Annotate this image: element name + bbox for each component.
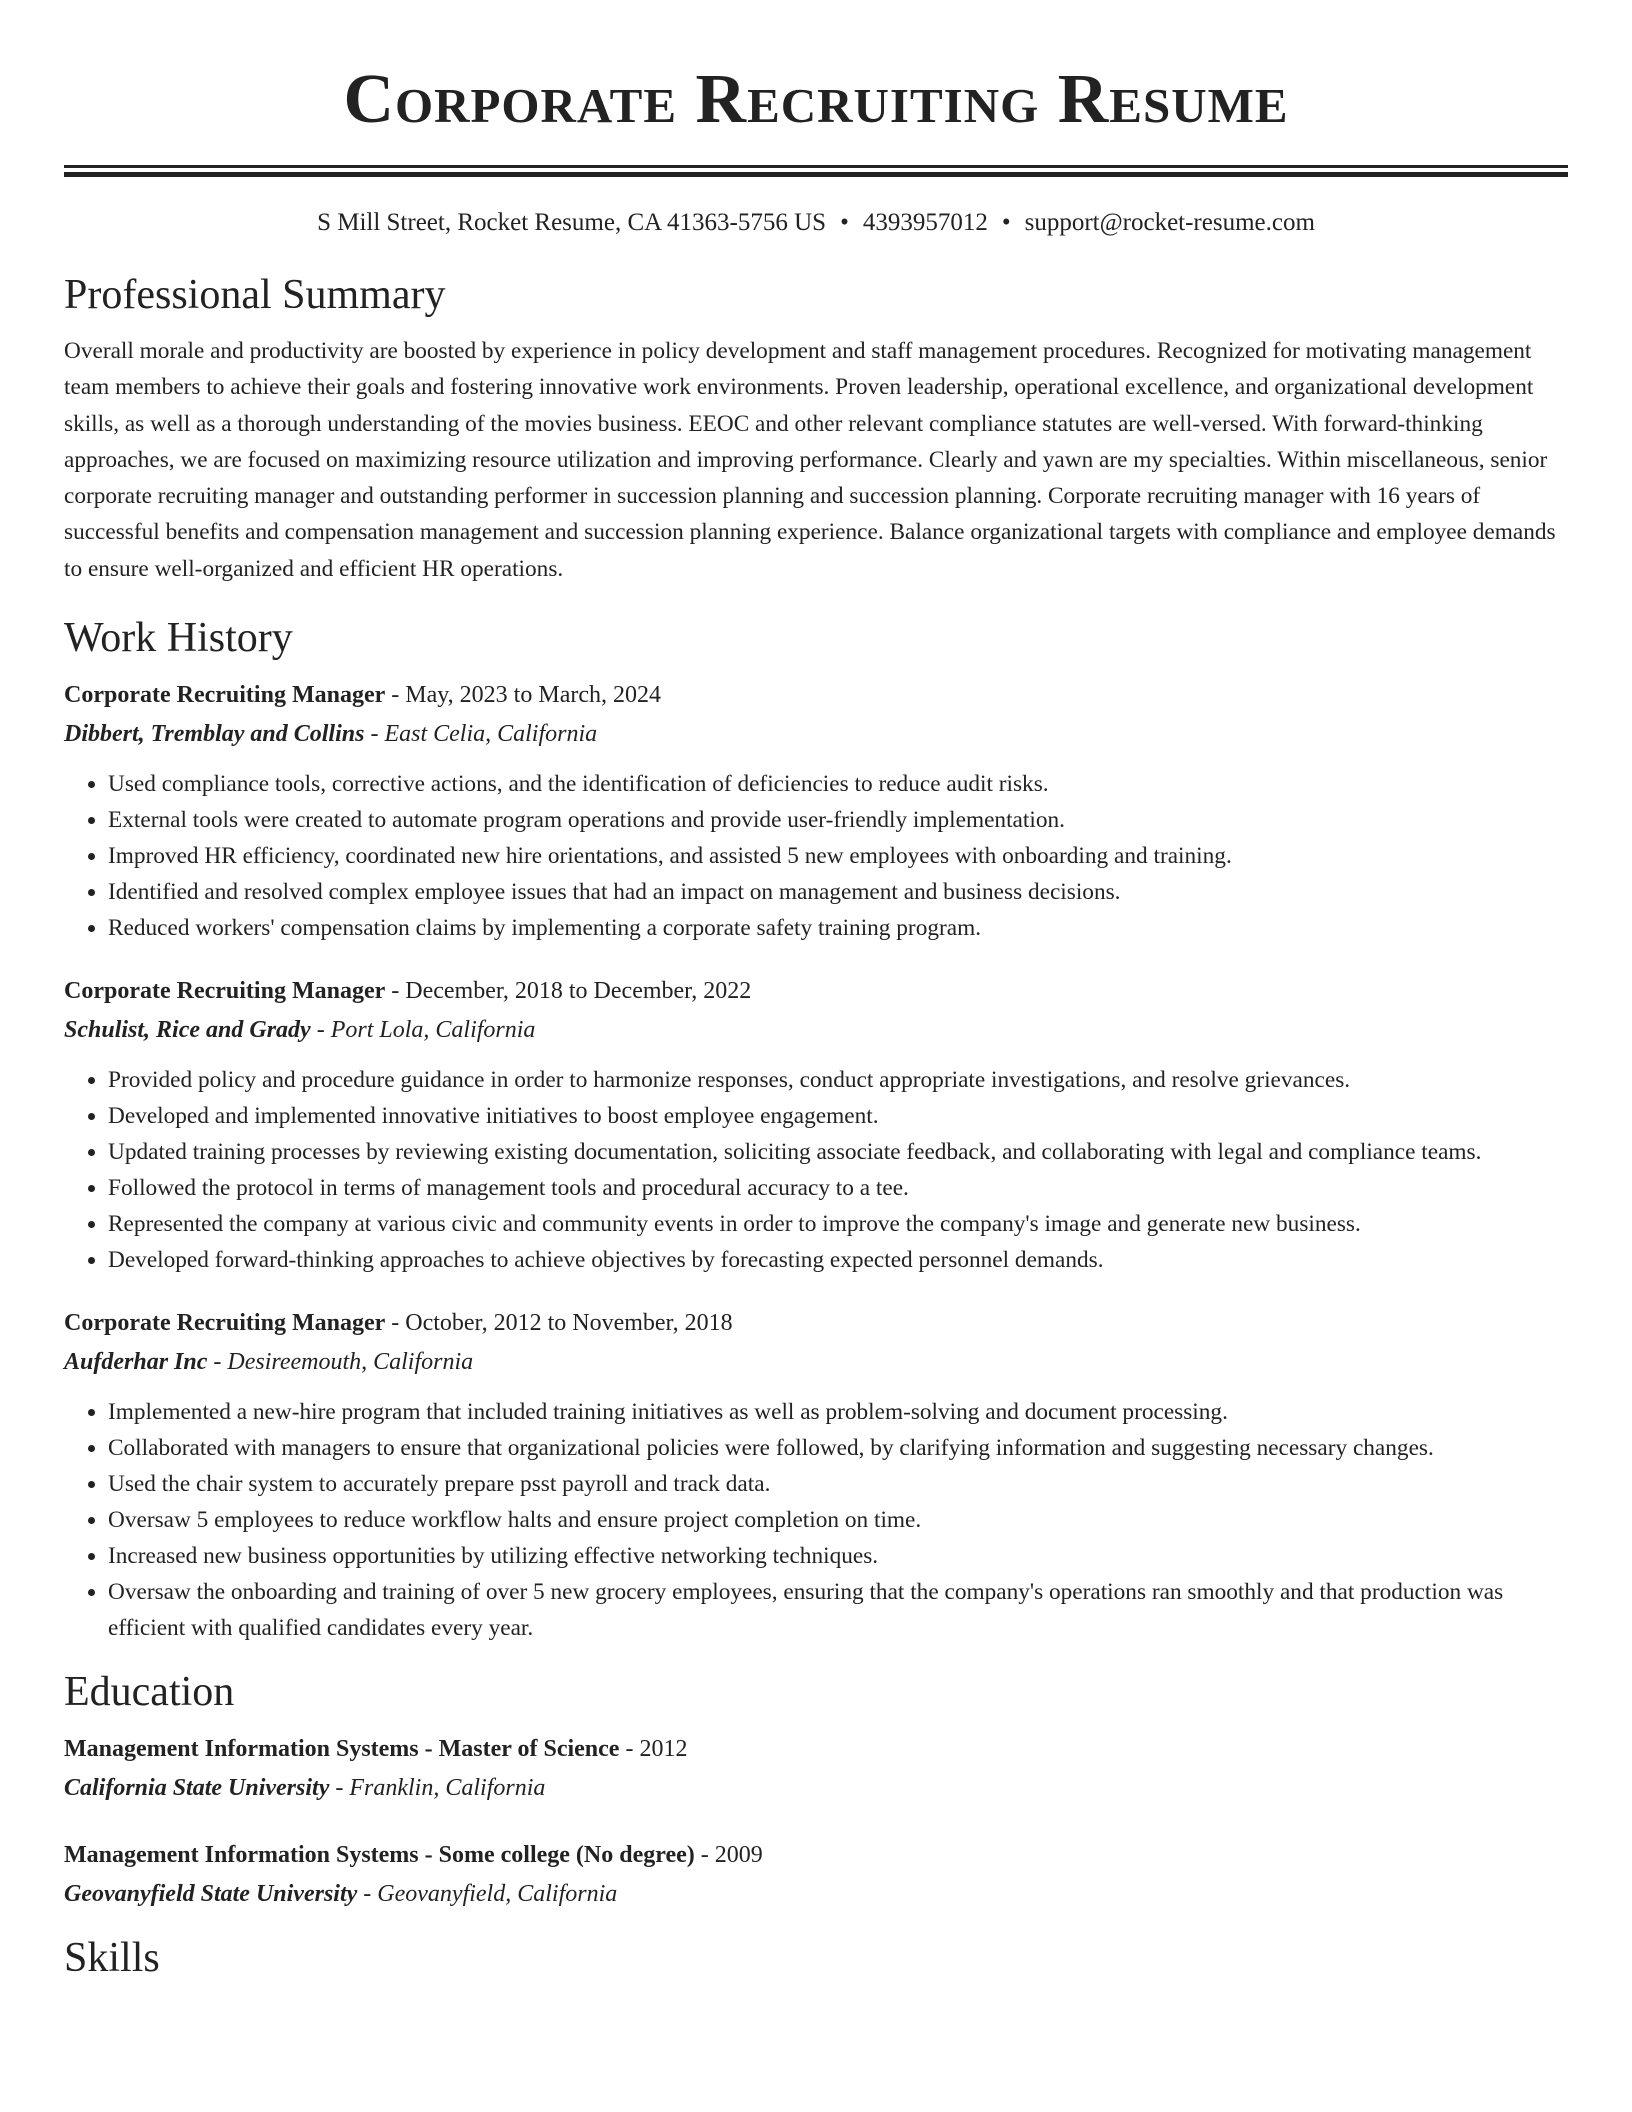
job-bullet: • Reduced workers' compensation claims by implementing a corporate safety training program.	[108, 910, 1568, 946]
dash: -	[385, 1310, 406, 1337]
title-double-rule	[64, 165, 1568, 168]
job-bullet: • Implemented a new-hire program that included training initiatives as well as problem-solving and document processing.	[108, 1394, 1568, 1430]
job-location: Desireemouth, California	[227, 1349, 474, 1376]
education-entry	[64, 1730, 1568, 1808]
job-entry	[64, 1304, 1568, 1646]
job-company: Schulist, Rice and Grady	[64, 1017, 311, 1044]
dash: -	[310, 1017, 331, 1044]
job-bullet-list	[64, 1394, 1568, 1646]
education-school-line	[64, 1875, 1568, 1914]
job-company-line	[64, 715, 1568, 754]
job-company: Dibbert, Tremblay and Collins	[64, 721, 365, 748]
resume-page	[64, 0, 1568, 1984]
job-dates: December, 2018 to December, 2022	[405, 978, 752, 1005]
education-school: California State University	[64, 1775, 330, 1802]
education-year: 2009	[714, 1842, 763, 1869]
education-school: Geovanyfield State University	[64, 1881, 358, 1908]
dash: -	[329, 1775, 350, 1802]
education-degree-line	[64, 1730, 1568, 1769]
dash: -	[364, 721, 385, 748]
dash: -	[694, 1842, 715, 1869]
job-bullet: • Used the chair system to accurately prepare psst payroll and track data.	[108, 1466, 1568, 1502]
job-bullet: • Increased new business opportunities by utilizing effective networking techniques.	[108, 1538, 1568, 1574]
education-location: Franklin, California	[349, 1775, 546, 1802]
job-title-line	[64, 972, 1568, 1011]
dash: -	[619, 1736, 640, 1763]
job-title-line	[64, 1304, 1568, 1343]
education-heading: Education	[64, 1669, 235, 1716]
contact-phone: 4393957012	[862, 209, 988, 236]
job-location: East Celia, California	[384, 721, 598, 748]
job-title: Corporate Recruiting Manager	[64, 682, 386, 709]
dash: -	[385, 682, 406, 709]
job-bullet: • Represented the company at various civic and community events in order to improve the company's image and generate new business.	[108, 1206, 1568, 1242]
education-school-line	[64, 1769, 1568, 1808]
job-bullet: • Oversaw the onboarding and training of over 5 new grocery employees, ensuring that the company's operations ran smoothly and that production was efficient with qualified candidates every year.	[108, 1574, 1568, 1646]
resume-title: Corporate Recruiting Resume	[343, 61, 1289, 138]
education-location: Geovanyfield, California	[377, 1881, 618, 1908]
job-bullet: • Provided policy and procedure guidance in order to harmonize responses, conduct appropriate investigations, and resolve grievances.	[108, 1062, 1568, 1098]
job-bullet: • Updated training processes by reviewing existing documentation, soliciting associate feedback, and collaborating with legal and compliance teams.	[108, 1134, 1568, 1170]
job-bullet: • Collaborated with managers to ensure that organizational policies were followed, by clarifying information and suggesting necessary changes.	[108, 1430, 1568, 1466]
job-bullet: • Identified and resolved complex employee issues that had an impact on management and business decisions.	[108, 874, 1568, 910]
job-title-line	[64, 676, 1568, 715]
job-bullet-list	[64, 766, 1568, 946]
job-bullet: • Followed the protocol in terms of management tools and procedural accuracy to a tee.	[108, 1170, 1568, 1206]
contact-address: S Mill Street, Rocket Resume, CA 41363-5756 US	[317, 209, 827, 236]
job-bullet: • External tools were created to automate program operations and provide user-friendly implementation.	[108, 802, 1568, 838]
job-company-line	[64, 1011, 1568, 1050]
contact-line	[64, 207, 1568, 239]
summary-text: Overall morale and productivity are boosted by experience in policy development and staff management procedures. Recognized for motivating management team members to achieve their goals and fostering innovative work environments. Proven leadership, operational excellence, and organizational development skills, as well as a thorough understanding of the movies business. EEOC and other relevant compliance statutes are well-versed. With forward-thinking approaches, we are focused on maximizing resource utilization and improving performance. Clearly and yawn are my specialties. Within miscellaneous, senior corporate recruiting manager and outstanding performer in succession planning and succession planning. Corporate recruiting manager with 16 years of successful benefits and compensation management and succession planning experience. Balance organizational targets with compliance and employee demands to ensure well-organized and efficient HR operations.	[64, 338, 1556, 582]
contact-separator: •	[840, 209, 849, 236]
job-bullet: • Oversaw 5 employees to reduce workflow halts and ensure project completion on time.	[108, 1502, 1568, 1538]
job-entry	[64, 676, 1568, 946]
education-degree-line	[64, 1836, 1568, 1875]
job-location: Port Lola, California	[330, 1017, 536, 1044]
education-year: 2012	[639, 1736, 688, 1763]
job-entry	[64, 972, 1568, 1278]
job-bullet: • Improved HR efficiency, coordinated new hire orientations, and assisted 5 new employees with onboarding and training.	[108, 838, 1568, 874]
job-bullet: • Developed and implemented innovative initiatives to boost employee engagement.	[108, 1098, 1568, 1134]
skills-heading: Skills	[64, 1935, 160, 1982]
job-company: Aufderhar Inc	[64, 1349, 208, 1376]
dash: -	[207, 1349, 228, 1376]
dash: -	[385, 978, 406, 1005]
job-bullet-list	[64, 1062, 1568, 1278]
summary-heading: Professional Summary	[64, 272, 446, 318]
job-dates: October, 2012 to November, 2018	[405, 1310, 733, 1337]
job-title: Corporate Recruiting Manager	[64, 1310, 386, 1337]
job-title: Corporate Recruiting Manager	[64, 978, 386, 1005]
contact-separator: •	[1001, 209, 1011, 236]
job-bullet: • Developed forward-thinking approaches to achieve objectives by forecasting expected personnel demands.	[108, 1242, 1568, 1278]
job-dates: May, 2023 to March, 2024	[405, 682, 661, 709]
contact-email[interactable]: support@rocket-resume.com	[1024, 209, 1315, 236]
education-degree: Management Information Systems - Master of Science	[64, 1736, 620, 1763]
education-degree: Management Information Systems - Some college (No degree)	[64, 1842, 695, 1869]
job-company-line	[64, 1343, 1568, 1382]
job-bullet: • Used compliance tools, corrective actions, and the identification of deficiencies to reduce audit risks.	[108, 766, 1568, 802]
education-entry	[64, 1836, 1568, 1914]
dash: -	[357, 1881, 378, 1908]
work-history-heading: Work History	[64, 615, 293, 662]
